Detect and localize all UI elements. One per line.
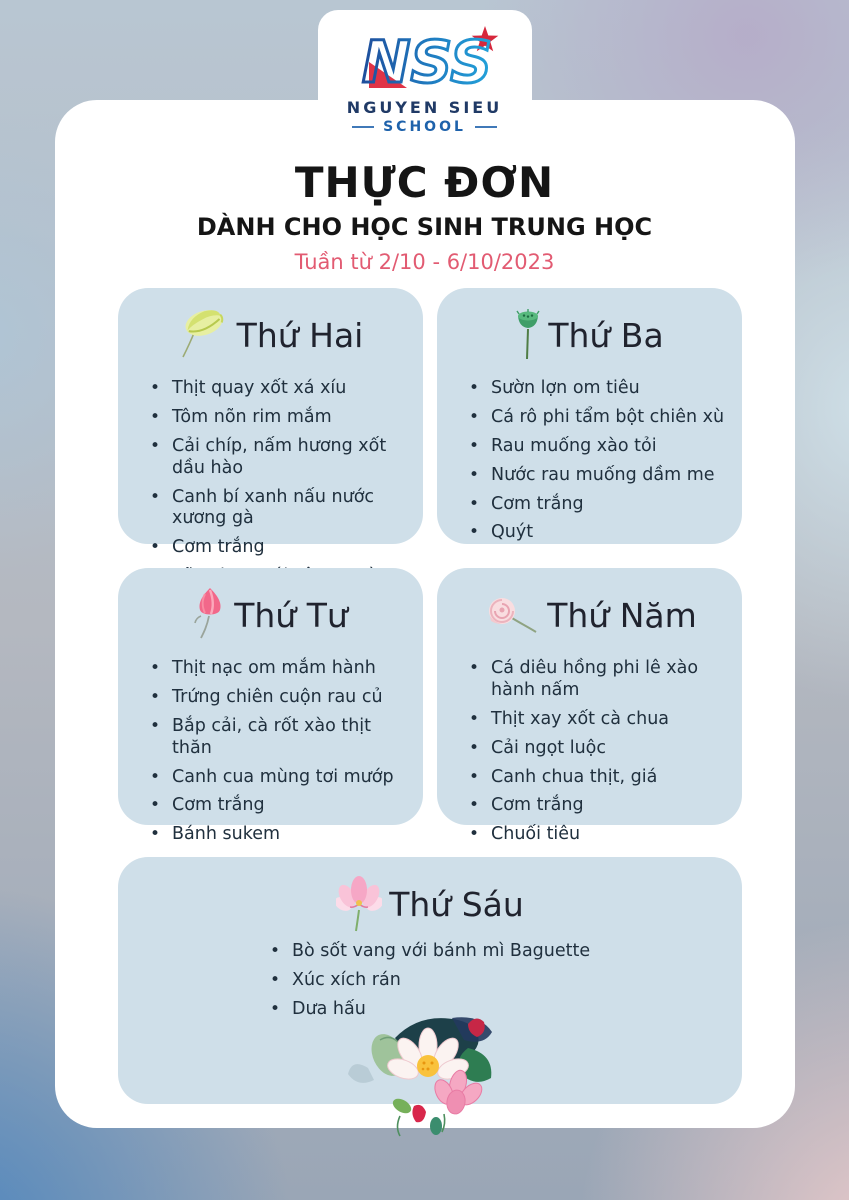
list-item: • Thịt nạc om mắm hành — [150, 658, 376, 678]
list-item: • Dưa hấu — [270, 998, 366, 1019]
day-card-thursday — [437, 568, 742, 845]
list-item: • Cá diêu hồng phi lê xào hành nấm — [469, 658, 699, 700]
list-item: • Bánh sukem — [150, 824, 281, 845]
list-item: • Nước rau muống dầm me — [469, 464, 715, 485]
day-name: Thứ Tư — [234, 595, 348, 635]
page-subtitle: DÀNH CHO HỌC SINH TRUNG HỌC — [196, 213, 653, 241]
list-item: • Bắp cải, cà rốt xào thịt thăn — [150, 715, 372, 758]
day-header — [130, 873, 730, 935]
logo-acronym: NSS — [361, 28, 492, 96]
list-item: • Rau muống xào tỏi — [469, 435, 657, 456]
day-card-wednesday — [118, 568, 423, 845]
yellow-poppy-icon — [178, 307, 230, 363]
dish-list — [130, 941, 730, 1021]
school-logo — [335, 24, 515, 135]
dash-left — [352, 126, 374, 128]
day-header — [130, 304, 411, 366]
day-name: Thứ Hai — [236, 315, 364, 355]
list-item: • Thịt xay xốt cà chua — [469, 708, 670, 729]
list-item: • Xúc xích rán — [270, 969, 401, 990]
list-item: • Quýt — [469, 522, 534, 543]
list-item: • Trứng chiên cuộn rau củ — [150, 686, 383, 707]
list-item: • Canh bí xanh nấu nước xương gà — [150, 486, 375, 529]
day-name: Thứ Ba — [548, 315, 664, 355]
lotus-pod-icon — [515, 307, 541, 363]
school-name-line2: SCHOOL — [352, 119, 497, 135]
list-item: • Cơm trắng — [469, 795, 584, 816]
list-item: • Tôm nõn rim mắm — [150, 406, 332, 427]
dish-list — [449, 658, 730, 846]
list-item: • Cải ngọt luộc — [469, 737, 607, 758]
day-header — [130, 584, 411, 646]
dash-right — [475, 126, 497, 128]
list-item: • Thịt quay xốt xá xíu — [150, 378, 347, 398]
nss-logo-icon — [335, 24, 515, 96]
lotus-bud-icon — [193, 586, 227, 644]
page-title: THỰC ĐƠN — [294, 158, 555, 207]
list-item: • Cơm trắng — [150, 795, 265, 816]
poster-header — [0, 158, 849, 274]
dish-list — [130, 658, 411, 846]
week-range: Tuần từ 2/10 - 6/10/2023 — [294, 250, 555, 274]
day-header — [449, 304, 730, 366]
list-item: • Cải chíp, nấm hương xốt dầu hào — [150, 435, 387, 478]
list-item: • Canh chua thịt, giá — [469, 766, 658, 787]
pink-rose-icon — [482, 594, 540, 636]
day-header — [449, 584, 730, 646]
day-card-monday — [118, 288, 423, 558]
list-item: • Sườn lợn om tiêu — [469, 378, 640, 398]
day-name: Thứ Năm — [547, 595, 697, 635]
list-item: • Bò sốt vang với bánh mì Baguette — [270, 941, 591, 961]
list-item: • Cá rô phi tẩm bột chiên xù — [469, 406, 725, 427]
day-name: Thứ Sáu — [389, 884, 524, 924]
list-item: • Canh cua mùng tơi mướp — [150, 766, 394, 787]
school-name: NGUYEN SIEU — [346, 98, 503, 117]
day-card-tuesday — [437, 288, 742, 544]
lotus-bouquet-decoration — [340, 1010, 520, 1144]
dish-list — [449, 378, 730, 544]
list-item: • Chuối tiêu — [469, 824, 581, 845]
list-item: • Cơm trắng — [469, 493, 584, 514]
dish-list — [130, 378, 411, 588]
list-item: • Cơm trắng — [150, 537, 265, 558]
lotus-flower-icon — [336, 874, 382, 934]
